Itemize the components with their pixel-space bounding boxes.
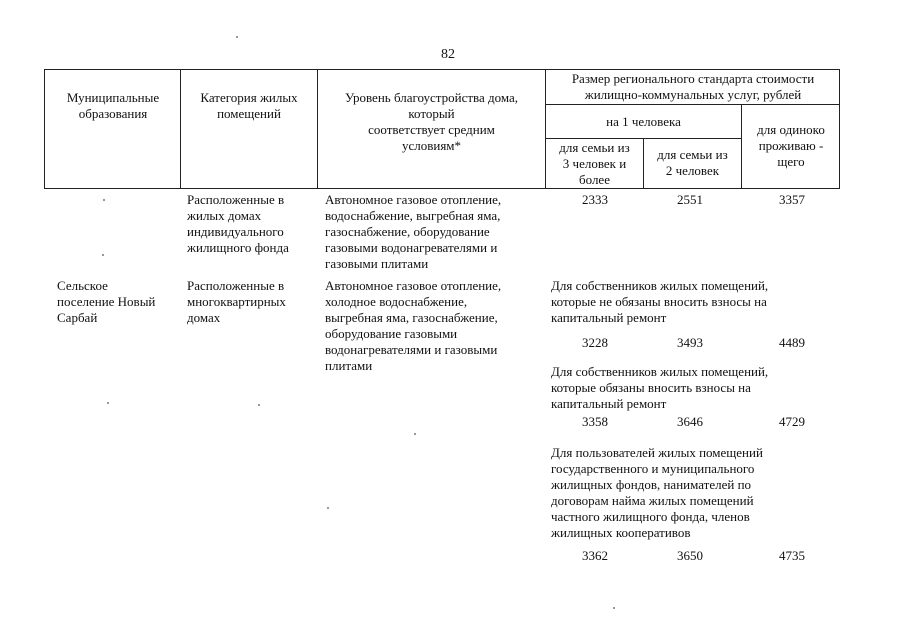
row2-group3-line: частного жилищного фонда, членов [551, 509, 750, 524]
row2-group3-line: жилищных фондов, нанимателей по [551, 477, 752, 492]
row2-group2-value-family2: 3646 [677, 414, 703, 429]
row2-group3-value-single: 4735 [779, 548, 805, 563]
header-standard-line: Размер регионального стандарта стоимости [571, 71, 815, 86]
row2-group2-line: капитальный ремонт [551, 396, 667, 411]
col-divider-1 [180, 69, 181, 189]
row1-value-single: 3357 [779, 192, 805, 207]
row2-level-line: плитами [325, 358, 373, 373]
row1-category [187, 192, 317, 256]
scan-speck [414, 433, 416, 435]
header-single-line: проживаю - [758, 138, 824, 153]
row2-group2-text [551, 364, 841, 412]
row2-municipality [57, 278, 180, 326]
header-level [318, 90, 545, 154]
header-bottom-border [44, 188, 840, 189]
row1-level-line: газовыми плитами [325, 256, 429, 271]
row2-municipality-line: Сарбай [57, 310, 98, 325]
header-per-person-text: на 1 человека [606, 114, 681, 129]
header-category-line: Категория жилых [200, 90, 298, 105]
row2-municipality-line: поселение Новый [57, 294, 156, 309]
row2-group3-line: договорам найма жилых помещений [551, 493, 754, 508]
header-family3-line: для семьи из [559, 140, 630, 155]
header-family3-line: 3 человек и [562, 156, 627, 171]
scan-speck [103, 199, 105, 201]
row1-level-line: газовыми водонагревателями и [325, 240, 498, 255]
row1-value-family2: 2551 [677, 192, 703, 207]
header-category-line: помещений [217, 106, 281, 121]
row2-group1-line: капитальный ремонт [551, 310, 667, 325]
header-level-line: который [408, 106, 455, 121]
row2-group2-value-family3: 3358 [582, 414, 608, 429]
scan-speck [327, 507, 329, 509]
row1-category-line: Расположенные в [187, 192, 285, 207]
header-per-person [546, 114, 741, 130]
scan-speck [236, 36, 238, 38]
header-family2 [644, 147, 741, 179]
row2-category-line: домах [187, 310, 221, 325]
row2-level-line: водонагревателями и газовыми [325, 342, 498, 357]
left-border [44, 69, 45, 189]
row2-group3-value-family2: 3650 [677, 548, 703, 563]
row2-level-line: холодное водоснабжение, [325, 294, 468, 309]
header-single-line: щего [777, 154, 805, 169]
header-municipality-line: образования [78, 106, 148, 121]
row1-level-line: водоснабжение, выгребная яма, [325, 208, 501, 223]
header-family3 [546, 140, 643, 188]
header-single-line: для одиноко [757, 122, 825, 137]
row1-category-line: жилых домах [187, 208, 262, 223]
header-standard-line: жилищно-коммунальных услуг, рублей [584, 87, 802, 102]
header-level-line: соответствует средним [368, 122, 495, 137]
scan-speck [102, 254, 104, 256]
row2-category-line: Расположенные в [187, 278, 285, 293]
header-municipality [46, 90, 180, 122]
row2-group3-line: государственного и муниципального [551, 461, 755, 476]
header-family2-line: 2 человек [665, 163, 720, 178]
header-municipality-line: Муниципальные [66, 90, 160, 105]
scan-speck [258, 404, 260, 406]
row2-level [325, 278, 543, 374]
row2-group1-value-single: 4489 [779, 335, 805, 350]
row1-level [325, 192, 543, 272]
row2-group2-line: Для собственников жилых помещений, [551, 364, 769, 379]
page-number: 82 [441, 47, 455, 62]
row1-level-line: газоснабжение, оборудование [325, 224, 490, 239]
header-single [742, 122, 840, 170]
row2-group1-line: которые не обязаны вносить взносы на [551, 294, 767, 309]
row2-level-line: Автономное газовое отопление, [325, 278, 502, 293]
row1-level-line: Автономное газовое отопление, [325, 192, 502, 207]
row2-category [187, 278, 317, 326]
row2-group3-line: жилищных кооперативов [551, 525, 691, 540]
header-category [181, 90, 317, 122]
row1-category-line: индивидуального [187, 224, 284, 239]
scan-speck [613, 607, 615, 609]
row2-group1-text [551, 278, 841, 326]
header-level-line: условиям* [401, 138, 462, 153]
row2-group1-line: Для собственников жилых помещений, [551, 278, 769, 293]
header-family3-line: более [579, 172, 610, 187]
row2-group2-value-single: 4729 [779, 414, 805, 429]
row2-group1-value-family3: 3228 [582, 335, 608, 350]
row1-value-family3: 2333 [582, 192, 608, 207]
row2-category-line: многоквартирных [187, 294, 286, 309]
row2-group2-line: которые обязаны вносить взносы на [551, 380, 751, 395]
per-person-separator [545, 104, 840, 105]
header-family2-line: для семьи из [657, 147, 728, 162]
row1-category-line: жилищного фонда [187, 240, 289, 255]
row2-level-line: оборудование газовыми [325, 326, 458, 341]
row2-group3-line: Для пользователей жилых помещений [551, 445, 763, 460]
row2-group1-value-family2: 3493 [677, 335, 703, 350]
row2-group3-value-family3: 3362 [582, 548, 608, 563]
row2-municipality-line: Сельское [57, 278, 108, 293]
header-level-line: Уровень благоустройства дома, [344, 90, 519, 105]
row2-group3-text [551, 445, 841, 541]
row2-level-line: выгребная яма, газоснабжение, [325, 310, 498, 325]
table-top-border [44, 69, 840, 70]
scan-speck [107, 402, 109, 404]
header-standard [546, 71, 840, 103]
